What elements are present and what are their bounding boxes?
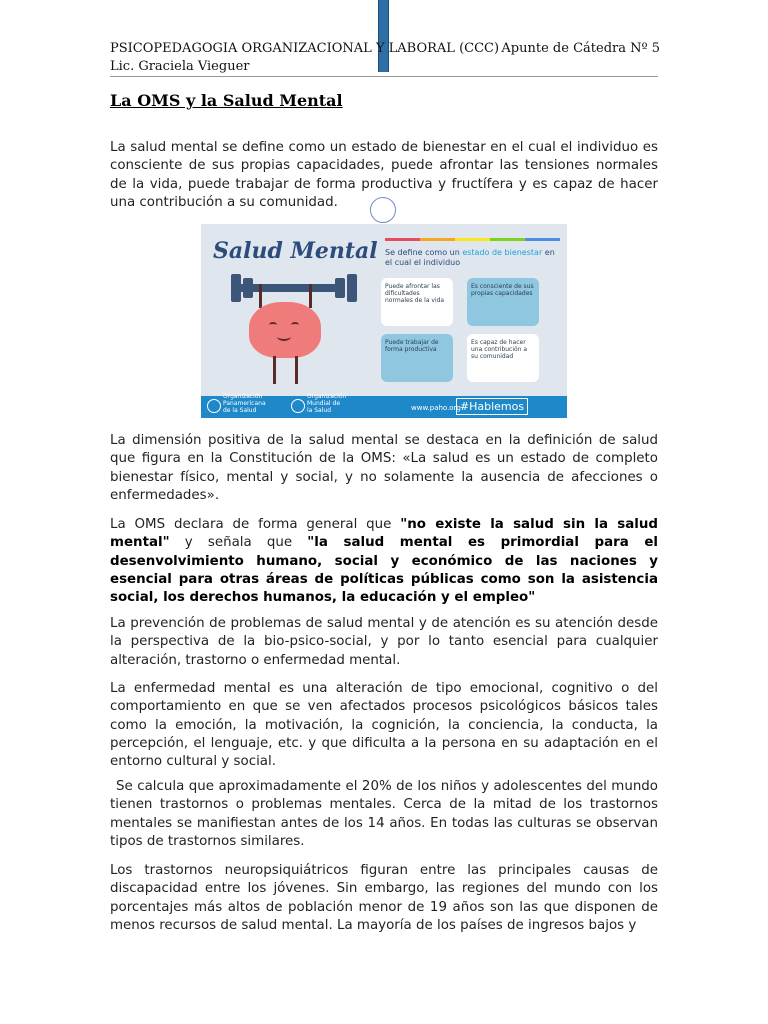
header-rule <box>110 76 658 77</box>
brain-arm-left <box>259 284 262 308</box>
paragraph-4: La prevención de problemas de salud mental y de atención es su atención desde la perspectiva de la bio-psico-social, y por lo tanto esencial para cualquier alteración, trastorno o enfermedad mental. <box>110 616 658 668</box>
weight-right-icon <box>347 274 357 302</box>
paragraph-3: La OMS declara de forma general que "no existe la salud sin la salud mental" y señala que "la salud mental es primordial para el desenvolvimiento humano, social y económico de las naciones y esencial para otras áreas de políticas públicas como son la asistencia social, los derechos humanos, la educación y el empleo" <box>110 517 659 606</box>
paragraph-6: Se calcula que aproximadamente el 20% de los niños y adolescentes del mundo tienen trastornos o problemas mentales. Cerca de la mitad de los trastornos mentales se manifiestan antes de los 14 años. En todas las culturas se observan tipos de trastornos similares. <box>110 779 658 849</box>
who-logo-icon <box>291 399 305 413</box>
infographic-image <box>201 224 567 418</box>
paho-logo-icon <box>207 399 221 413</box>
paragraph-5: La enfermedad mental es una alteración de tipo emocional, cognitivo o del comportamiento en que se ven afectados procesos psicológicos básicos tales como la emoción, la motivación, la cognición, la conciencia, la conducta, la percepción, el lenguaje, etc. y que dificulta a la persona en su adaptación en el entorno cultural y social. <box>110 681 658 770</box>
infographic-url: www.paho.org <box>411 404 461 412</box>
brain-arm-right <box>309 284 312 308</box>
info-box-1: Puede afrontar las dificultades normales de la vida <box>381 278 453 326</box>
paragraph-2: La dimensión positiva de la salud mental se destaca en la definición de salud que figura en la Constitución de la OMS: «La salud es un estado de completo bienestar físico, mental y social, y no solamente la ausencia de afecciones o enfermedades». <box>110 433 658 503</box>
org2-label: Organización Mundial de la Salud <box>307 393 347 414</box>
info-box-4: Es capaz de hacer una contribución a su comunidad <box>467 334 539 382</box>
infographic-title: Salud Mental <box>213 238 378 264</box>
weight-right-inner-icon <box>335 278 345 298</box>
brain-mascot-icon <box>249 302 321 358</box>
course-title: PSICOPEDAGOGIA ORGANIZACIONAL Y LABORAL (CCC) <box>110 41 500 56</box>
cursor-circle-icon <box>370 197 396 223</box>
page-title: La OMS y la Salud Mental <box>110 91 343 110</box>
org1-label: Organización Panamericana de la Salud <box>223 393 266 414</box>
page-header <box>110 40 660 76</box>
infographic-definition: Se define como un estado de bienestar en el cual el individuo <box>385 248 555 267</box>
info-box-2: Es consciente de sus propias capacidades <box>467 278 539 326</box>
hashtag-label: #Hablemos <box>456 398 528 415</box>
paragraph-1: La salud mental se define como un estado de bienestar en el cual el individuo es consciente de sus propias capacidades, puede afrontar las tensiones normales de la vida, puede trabajar de forma productiva y fructífera y es capaz de hacer una contribución a su comunidad. <box>110 140 658 210</box>
brain-leg-left <box>273 356 276 384</box>
doc-label: Apunte de Cátedra Nº 5 <box>501 41 660 56</box>
paragraph-7: Los trastornos neuropsiquiátricos figuran entre las principales causas de discapacidad entre los jóvenes. Sin embargo, las regiones del mundo con los porcentajes más altos de población menor de 19 años son las que disponen de menos recursos de salud mental. La mayoría de los países de ingresos bajos y <box>110 863 658 933</box>
quote-1: "no existe la salud sin la salud mental" <box>110 517 658 551</box>
barbell-icon <box>237 284 337 292</box>
author: Lic. Graciela Vieguer <box>110 59 250 74</box>
quote-2: "la salud mental es primordial para el desenvolvimiento humano, social y económico de las naciones y esencial para otras áreas de políticas públicas como son la asistencia social, los derechos humanos, la educación y el empleo" <box>110 535 659 606</box>
color-stripes <box>385 238 560 241</box>
info-box-3: Puede trabajar de forma productiva <box>381 334 453 382</box>
brain-leg-right <box>295 356 298 384</box>
